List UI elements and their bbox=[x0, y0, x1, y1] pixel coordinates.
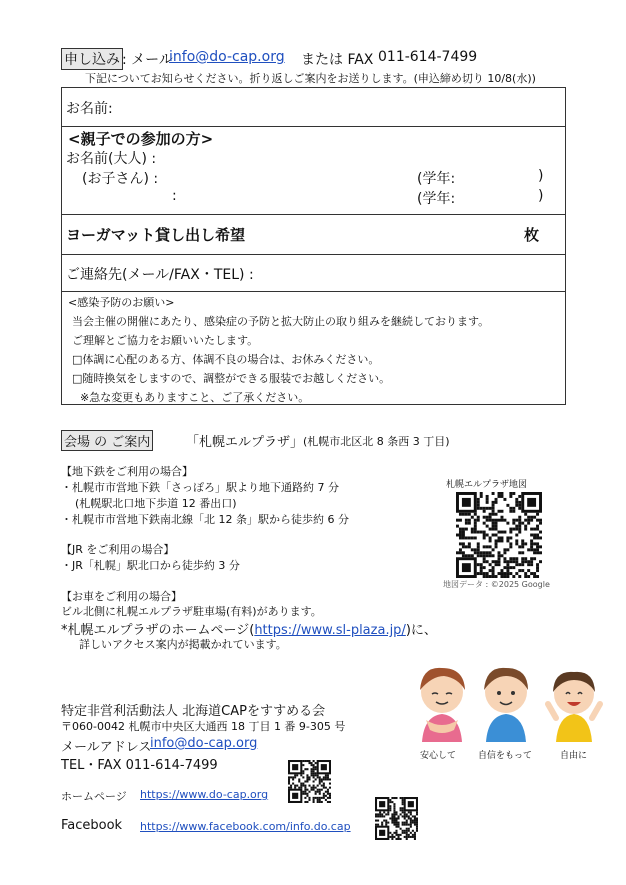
apply-fax-number: 011-614-7499 bbox=[378, 49, 478, 65]
subway-heading: 【地下鉄をご利用の場合】 bbox=[61, 465, 193, 478]
child-illustration-2 bbox=[476, 662, 536, 744]
hp-qr-code[interactable] bbox=[288, 760, 331, 803]
fb-label: Facebook bbox=[61, 818, 123, 833]
child-caption-2: 自信をもって bbox=[478, 751, 533, 761]
map-credit: 地図データ : ©2025 Google bbox=[443, 580, 550, 589]
jr-line: ・JR「札幌」駅北口から徒歩約 3 分 bbox=[61, 559, 240, 572]
hp-note-suffix: )に、 bbox=[405, 623, 437, 638]
subway-line: ・札幌市市営地下鉄「さっぽろ」駅より地下通路約 7 分 bbox=[61, 481, 339, 494]
venue-name: 「札幌エルプラザ」 bbox=[186, 435, 304, 450]
car-heading: 【お車をご利用の場合】 bbox=[61, 590, 182, 603]
notice-line: ※急な変更もありますこと、ご了承ください。 bbox=[80, 391, 310, 404]
org-address: 〒060-0042 札幌市中央区大通西 18 丁目 1 番 9-305 号 bbox=[61, 720, 346, 733]
adult-name-label: お名前(大人) : bbox=[66, 151, 157, 167]
org-telfax: TEL・FAX 011-614-7499 bbox=[61, 758, 218, 773]
child2-colon: : bbox=[172, 188, 177, 204]
name-label: お名前: bbox=[66, 101, 113, 117]
apply-note: 下記についてお知らせください。折り返しご案内をお送りします。(申込締め切り 10/8(水)) bbox=[85, 72, 536, 85]
apply-email-link[interactable]: info@do-cap.org bbox=[169, 49, 285, 65]
notice-line: 当会主催の開催にあたり、感染症の予防と拡大防止の取り組みを継続しております。 bbox=[72, 315, 490, 328]
name-row bbox=[62, 88, 565, 127]
apply-mail-prefix: : メール bbox=[122, 52, 173, 68]
grade-label-2: (学年: bbox=[417, 191, 456, 207]
org-mail-label: メールアドレス bbox=[61, 740, 152, 755]
notice-row bbox=[62, 291, 565, 404]
fb-link[interactable]: https://www.facebook.com/info.do.cap bbox=[140, 820, 351, 833]
application-form bbox=[61, 87, 566, 405]
car-line: ビル北側に札幌エルプラザ駐車場(有料)があります。 bbox=[61, 605, 322, 618]
child-name-label: (お子さん) : bbox=[82, 171, 159, 187]
org-name: 特定非営利活動法人 北海道CAPをすすめる会 bbox=[61, 704, 326, 719]
yoga-mat-row bbox=[62, 214, 565, 255]
child-illustration-1 bbox=[410, 660, 474, 744]
jr-heading: 【JR をご利用の場合】 bbox=[61, 543, 175, 556]
contact-row bbox=[62, 254, 565, 292]
subway-line: (札幌駅北口地下歩道 12 番出口) bbox=[75, 497, 237, 510]
notice-line: ご理解とご協力をお願いいたします。 bbox=[72, 334, 259, 347]
notice-heading: <感染予防のお願い> bbox=[68, 296, 175, 309]
hp-note-line2: 詳しいアクセス案内が掲載かれています。 bbox=[79, 638, 287, 651]
child-illustration-3 bbox=[544, 664, 604, 744]
subway-line: ・札幌市市営地下鉄南北線「北 12 条」駅から徒歩約 6 分 bbox=[61, 513, 349, 526]
apply-label: 申し込み bbox=[61, 48, 123, 70]
grade-close-2: ) bbox=[538, 188, 544, 204]
yoga-mat-unit: 枚 bbox=[524, 226, 540, 244]
child-caption-1: 安心して bbox=[420, 751, 457, 761]
map-title: 札幌エルプラザ地図 bbox=[446, 480, 528, 490]
notice-line: □随時換気をしますので、調整ができる服装でお越しください。 bbox=[72, 372, 391, 385]
grade-close-1: ) bbox=[538, 168, 544, 184]
yoga-mat-label: ヨーガマット貸し出し希望 bbox=[66, 226, 246, 244]
notice-line: □体調に心配のある方、体調不良の場合は、お休みください。 bbox=[72, 353, 380, 366]
facebook-qr-code[interactable] bbox=[375, 797, 418, 840]
map-qr-code[interactable] bbox=[456, 492, 542, 578]
family-heading: <親子での参加の方> bbox=[68, 130, 214, 148]
org-email-link[interactable]: info@do-cap.org bbox=[150, 736, 258, 751]
venue-address: (札幌市北区北 8 条西 3 丁目) bbox=[303, 435, 450, 448]
hp-link[interactable]: https://www.do-cap.org bbox=[140, 788, 269, 801]
apply-fax-prefix: または FAX bbox=[301, 52, 374, 68]
child-caption-3: 自由に bbox=[560, 751, 588, 761]
hp-label: ホームページ bbox=[61, 790, 127, 803]
venue-label: 会場 の ご案内 bbox=[61, 430, 153, 451]
grade-label-1: (学年: bbox=[417, 171, 456, 187]
contact-label: ご連絡先(メール/FAX・TEL) : bbox=[66, 267, 254, 283]
hp-note-prefix: *札幌エルプラザのホームページ( bbox=[61, 623, 255, 638]
family-row bbox=[62, 126, 565, 215]
sl-plaza-link[interactable]: https://www.sl-plaza.jp/ bbox=[254, 623, 406, 638]
